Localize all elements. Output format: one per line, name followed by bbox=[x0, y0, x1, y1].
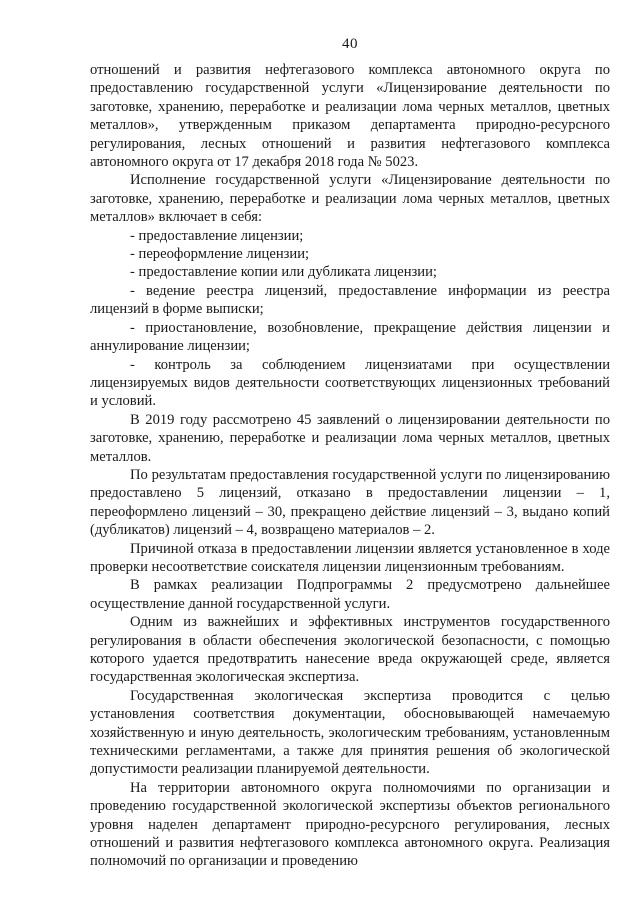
list-item: - предоставление копии или дубликата лицензии; bbox=[130, 264, 437, 281]
paragraph: В рамках реализации Подпрограммы 2 предусмотрено дальнейшее осуществление данной государственной услуги. bbox=[90, 577, 610, 612]
paragraph: На территории автономного округа полномочиями по организации и проведению государственной экологической экспертизы объектов регионального уровня наделен департамент природно-ресурсного регулирования, лесных отношений и развития нефтегазового комплекса автономного округа. Реализация полномочий по организации и проведению bbox=[90, 779, 610, 870]
paragraph: Исполнение государственной услуги «Лицензирование деятельности по заготовке, хранению, переработке и реализации лома черных металлов, цветных металлов» включает в себя: bbox=[90, 172, 610, 226]
list-item: - переоформление лицензии; bbox=[130, 246, 310, 263]
page-number: 40 bbox=[342, 36, 358, 52]
paragraph-continuation: отношений и развития нефтегазового комплекса автономного округа по предоставлению государственной услуги «Лицензирование деятельности по заготовке, хранению, переработке и реализации лома черных металлов, цветных металлов», утвержденным приказом департамента природно-ресурсного регулирования, лесных отношений и развития нефтегазового комплекса автономного округа от 17 декабря 2018 года № 5023. bbox=[90, 62, 610, 171]
paragraph: Государственная экологическая экспертиза проводится с целью установления соответствия документации, обосновывающей намечаемую хозяйственную и иную деятельность, экологическим требованиям, установленным техническими регламентами, а также для принятия решения об экологической допустимости реализации планируемой деятельности. bbox=[90, 687, 610, 778]
list-item: - контроль за соблюдением лицензиатами при осуществлении лицензируемых видов деятельности соответствующих лицензионных требований и условий. bbox=[90, 356, 610, 410]
list-item: - предоставление лицензии; bbox=[130, 227, 304, 244]
paragraph: По результатам предоставления государственной услуги по лицензированию предоставлено 5 лицензий, отказано в предоставлении лицензии – 1, переоформлено лицензий – 30, прекращено действие лицензий – 3, выдано копий (дубликатов) лицензий – 4, возвращено материалов – 2. bbox=[90, 466, 610, 539]
list-item: - ведение реестра лицензий, предоставление информации из реестра лицензий в форме выписки; bbox=[90, 282, 610, 318]
paragraph: Одним из важнейших и эффективных инструментов государственного регулирования в области обеспечения экологической безопасности, с помощью которого удается предотвратить нанесение вреда окружающей среде, является государственная экологическая экспертиза. bbox=[90, 614, 610, 686]
paragraph: В 2019 году рассмотрено 45 заявлений о лицензировании деятельности по заготовке, хранению, переработке и реализации лома черных металлов, цветных металлов. bbox=[90, 411, 610, 465]
body-text bbox=[90, 61, 610, 871]
list-item: - приостановление, возобновление, прекращение действия лицензии и аннулирование лицензии; bbox=[90, 319, 610, 355]
paragraph: Причиной отказа в предоставлении лицензии является установленное в ходе проверки несоответствие соискателя лицензии лицензионным требованиям. bbox=[90, 540, 610, 575]
